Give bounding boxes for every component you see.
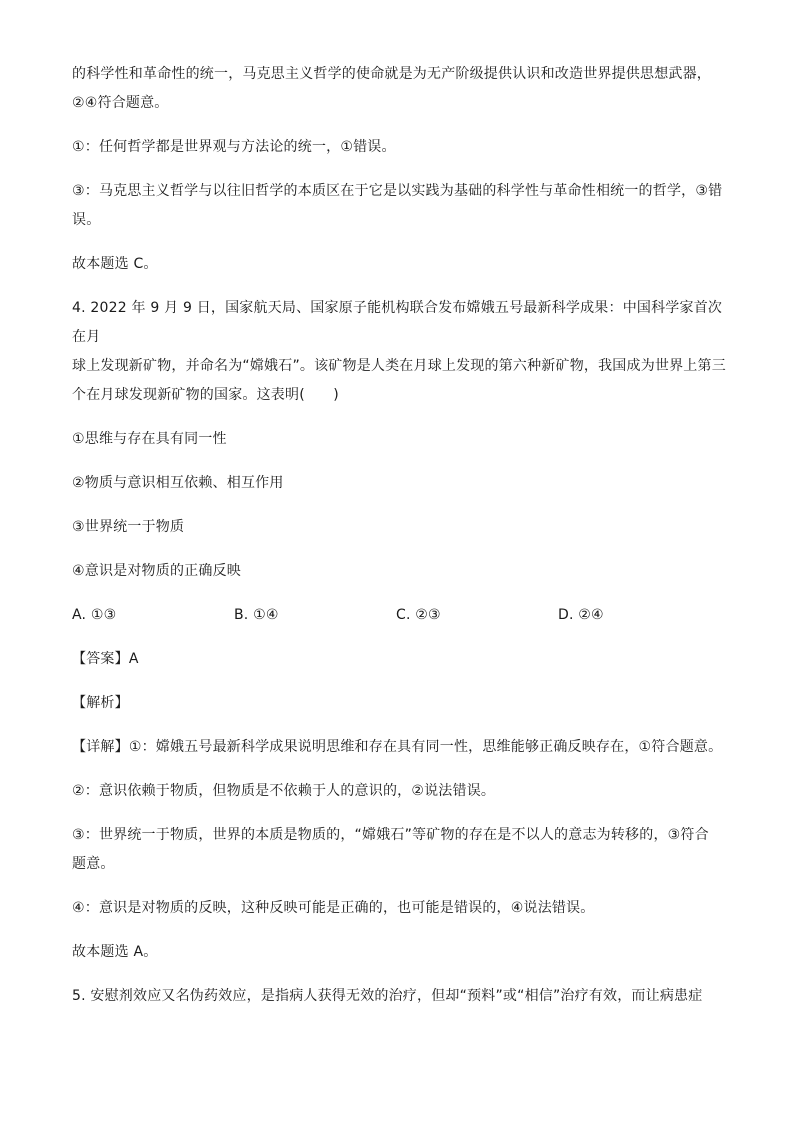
text-line: 个在月球发现新矿物的国家。这表明( ): [72, 387, 339, 403]
text-line: 球上发现新矿物，并命名为“嫦娥石”。该矿物是人类在月球上发现的第六种新矿物，我国成为世界上第三: [72, 358, 726, 374]
explanation-4: [72, 894, 727, 923]
text-line: 故本题选 A。: [72, 944, 158, 960]
answer-line: [72, 645, 727, 674]
text-line: ②物质与意识相互依赖、相互作用: [72, 475, 284, 491]
text-line: 4. 2022 年 9 月 9 日，国家航天局、国家原子能机构联合发布嫦娥五号最新科学成果：中国科学家首次在月: [72, 300, 723, 345]
text-line: ③世界统一于物质: [72, 519, 185, 535]
text-line: 故本题选 C。: [72, 256, 158, 272]
option-a: A. ①③: [72, 607, 117, 623]
paragraph-prev-answer: [72, 250, 727, 279]
detail-label: 【详解】: [72, 739, 129, 755]
text-line: 的科学性和革命性的统一，马克思主义哲学的使命就是为无产阶级提供认识和改造世界提供思想武器，: [72, 66, 711, 82]
explanation-2: [72, 777, 727, 806]
statement-1: [72, 425, 727, 454]
statement-3: [72, 513, 727, 542]
question-4-stem: [72, 294, 727, 410]
analysis-label: 【解析】: [72, 695, 129, 711]
question-4-conclusion: [72, 938, 727, 967]
explanation-3: [72, 821, 727, 879]
option-c: C. ②③: [396, 607, 441, 623]
text-line: ③：世界统一于物质，世界的本质是物质的，“嫦娥石”等矿物的存在是不以人的意志为转移的，③符合: [72, 827, 709, 843]
answer-label: 【答案】: [72, 651, 129, 667]
text-line: 题意。: [72, 856, 115, 872]
statement-4: [72, 557, 727, 586]
answer-value: A: [128, 651, 139, 667]
option-d: D. ②④: [558, 607, 604, 623]
analysis-heading: [72, 689, 727, 718]
text-line: ③：马克思主义哲学与以往旧哲学的本质区在于它是以实践为基础的科学性与革命性相统一的哲学，③错: [72, 183, 723, 199]
text-line: 误。: [72, 212, 101, 228]
question-5-stem: [72, 982, 727, 1011]
text-line: ①思维与存在具有同一性: [72, 431, 227, 447]
paragraph-option1-explanation: [72, 133, 727, 162]
paragraph-prev-conclusion: [72, 60, 727, 118]
text-line: ④意识是对物质的正确反映: [72, 563, 241, 579]
text-line: ①：任何哲学都是世界观与方法论的统一，①错误。: [72, 139, 396, 155]
document-page: [72, 60, 727, 1011]
text-line: ④：意识是对物质的反映，这种反映可能是正确的，也可能是错误的，④说法错误。: [72, 900, 595, 916]
text-line: ②：意识依赖于物质，但物质是不依赖于人的意识的，②说法错误。: [72, 783, 496, 799]
detail-text: ①：嫦娥五号最新科学成果说明思维和存在具有同一性，思维能够正确反映存在，①符合题意。: [128, 739, 723, 755]
option-b: B. ①④: [234, 607, 279, 623]
answer-options: [72, 601, 727, 630]
statement-2: [72, 469, 727, 498]
paragraph-option3-explanation: [72, 177, 727, 235]
text-line: ②④符合题意。: [72, 95, 169, 111]
detail-paragraph: [72, 733, 727, 762]
text-line: 5. 安慰剂效应又名伪药效应，是指病人获得无效的治疗，但却“预料”或“相信”治疗有效，而让病患症: [72, 988, 703, 1004]
